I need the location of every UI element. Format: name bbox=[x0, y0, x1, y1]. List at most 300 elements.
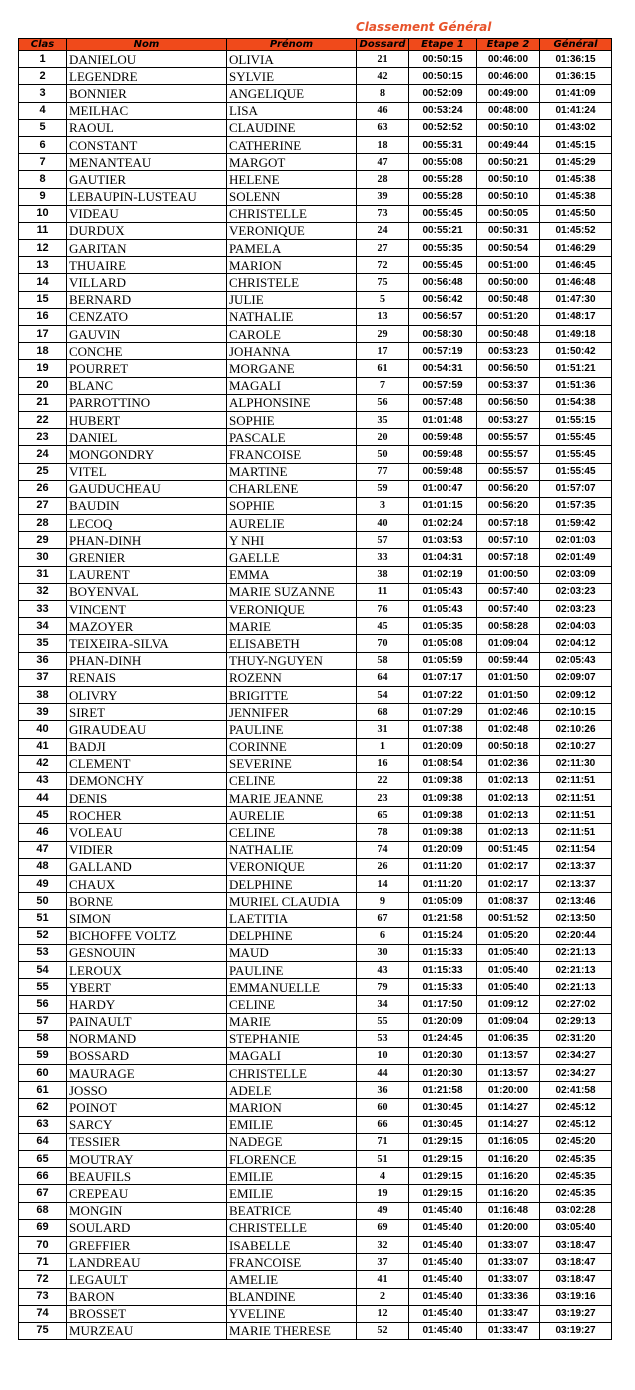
overall-time-cell: 01:50:42 bbox=[540, 343, 612, 360]
stage-1-time-cell: 01:21:58 bbox=[409, 910, 477, 927]
column-header-etape-2: Etape 2 bbox=[477, 39, 540, 51]
rank-cell: 41 bbox=[19, 738, 67, 755]
first-name-cell: SOPHIE bbox=[227, 497, 357, 514]
overall-time-cell: 02:21:13 bbox=[540, 944, 612, 961]
first-name-cell: MARION bbox=[227, 1099, 357, 1116]
bib-cell: 71 bbox=[357, 1133, 409, 1150]
overall-time-cell: 01:45:15 bbox=[540, 136, 612, 153]
bib-cell: 77 bbox=[357, 463, 409, 480]
table-row bbox=[19, 463, 612, 480]
bib-cell: 51 bbox=[357, 1151, 409, 1168]
first-name-cell: VERONIQUE bbox=[227, 858, 357, 875]
stage-1-time-cell: 01:45:40 bbox=[409, 1236, 477, 1253]
rank-cell: 40 bbox=[19, 721, 67, 738]
table-body bbox=[19, 51, 612, 1340]
stage-1-time-cell: 01:05:59 bbox=[409, 652, 477, 669]
first-name-cell: LAETITIA bbox=[227, 910, 357, 927]
table-row bbox=[19, 635, 612, 652]
stage-1-time-cell: 01:00:47 bbox=[409, 480, 477, 497]
overall-time-cell: 02:10:15 bbox=[540, 704, 612, 721]
table-row bbox=[19, 1202, 612, 1219]
stage-1-time-cell: 01:05:43 bbox=[409, 583, 477, 600]
last-name-cell: POINOT bbox=[67, 1099, 227, 1116]
stage-2-time-cell: 00:50:21 bbox=[477, 154, 540, 171]
first-name-cell: BLANDINE bbox=[227, 1288, 357, 1305]
rank-cell: 20 bbox=[19, 377, 67, 394]
stage-2-time-cell: 01:02:17 bbox=[477, 858, 540, 875]
stage-1-time-cell: 01:45:40 bbox=[409, 1271, 477, 1288]
rank-cell: 73 bbox=[19, 1288, 67, 1305]
overall-time-cell: 02:31:20 bbox=[540, 1030, 612, 1047]
first-name-cell: VERONIQUE bbox=[227, 222, 357, 239]
first-name-cell: NADEGE bbox=[227, 1133, 357, 1150]
stage-2-time-cell: 01:14:27 bbox=[477, 1116, 540, 1133]
bib-cell: 41 bbox=[357, 1271, 409, 1288]
rank-cell: 14 bbox=[19, 274, 67, 291]
table-row bbox=[19, 1305, 612, 1322]
stage-1-time-cell: 01:20:09 bbox=[409, 1013, 477, 1030]
bib-cell: 1 bbox=[357, 738, 409, 755]
last-name-cell: BONNIER bbox=[67, 85, 227, 102]
table-row bbox=[19, 1151, 612, 1168]
stage-2-time-cell: 01:33:07 bbox=[477, 1254, 540, 1271]
rank-cell: 55 bbox=[19, 979, 67, 996]
first-name-cell: SYLVIE bbox=[227, 68, 357, 85]
overall-time-cell: 01:45:38 bbox=[540, 171, 612, 188]
last-name-cell: BARON bbox=[67, 1288, 227, 1305]
stage-1-time-cell: 01:03:53 bbox=[409, 532, 477, 549]
last-name-cell: BROSSET bbox=[67, 1305, 227, 1322]
stage-1-time-cell: 00:58:30 bbox=[409, 326, 477, 343]
overall-time-cell: 01:55:45 bbox=[540, 446, 612, 463]
stage-1-time-cell: 01:02:24 bbox=[409, 515, 477, 532]
first-name-cell: CELINE bbox=[227, 772, 357, 789]
stage-2-time-cell: 00:50:00 bbox=[477, 274, 540, 291]
rank-cell: 36 bbox=[19, 652, 67, 669]
stage-1-time-cell: 00:57:19 bbox=[409, 343, 477, 360]
last-name-cell: MEILHAC bbox=[67, 102, 227, 119]
overall-time-cell: 02:04:12 bbox=[540, 635, 612, 652]
rank-cell: 12 bbox=[19, 240, 67, 257]
overall-time-cell: 02:10:26 bbox=[540, 721, 612, 738]
stage-2-time-cell: 00:53:37 bbox=[477, 377, 540, 394]
last-name-cell: PHAN-DINH bbox=[67, 532, 227, 549]
first-name-cell: AURELIE bbox=[227, 807, 357, 824]
table-row bbox=[19, 755, 612, 772]
stage-2-time-cell: 00:56:50 bbox=[477, 360, 540, 377]
bib-cell: 74 bbox=[357, 841, 409, 858]
table-row bbox=[19, 1185, 612, 1202]
table-row bbox=[19, 446, 612, 463]
bib-cell: 60 bbox=[357, 1099, 409, 1116]
last-name-cell: PARROTTINO bbox=[67, 394, 227, 411]
first-name-cell: MAGALI bbox=[227, 1047, 357, 1064]
overall-time-cell: 01:57:07 bbox=[540, 480, 612, 497]
last-name-cell: RAOUL bbox=[67, 119, 227, 136]
last-name-cell: LEBAUPIN-LUSTEAU bbox=[67, 188, 227, 205]
rank-cell: 74 bbox=[19, 1305, 67, 1322]
stage-1-time-cell: 00:52:52 bbox=[409, 119, 477, 136]
rank-cell: 32 bbox=[19, 583, 67, 600]
stage-2-time-cell: 00:55:57 bbox=[477, 463, 540, 480]
last-name-cell: GAUTIER bbox=[67, 171, 227, 188]
stage-2-time-cell: 01:02:17 bbox=[477, 876, 540, 893]
overall-time-cell: 02:20:44 bbox=[540, 927, 612, 944]
first-name-cell: CELINE bbox=[227, 996, 357, 1013]
table-row bbox=[19, 807, 612, 824]
stage-2-time-cell: 01:16:05 bbox=[477, 1133, 540, 1150]
rank-cell: 30 bbox=[19, 549, 67, 566]
rank-cell: 69 bbox=[19, 1219, 67, 1236]
stage-2-time-cell: 01:01:50 bbox=[477, 669, 540, 686]
rank-cell: 5 bbox=[19, 119, 67, 136]
stage-1-time-cell: 01:30:45 bbox=[409, 1116, 477, 1133]
bib-cell: 44 bbox=[357, 1065, 409, 1082]
rank-cell: 16 bbox=[19, 308, 67, 325]
stage-1-time-cell: 00:50:15 bbox=[409, 51, 477, 68]
rank-cell: 70 bbox=[19, 1236, 67, 1253]
first-name-cell: Y NHI bbox=[227, 532, 357, 549]
rank-cell: 19 bbox=[19, 360, 67, 377]
last-name-cell: MAZOYER bbox=[67, 618, 227, 635]
table-row bbox=[19, 515, 612, 532]
first-name-cell: PASCALE bbox=[227, 429, 357, 446]
first-name-cell: THUY-NGUYEN bbox=[227, 652, 357, 669]
stage-1-time-cell: 01:20:30 bbox=[409, 1047, 477, 1064]
first-name-cell: EMILIE bbox=[227, 1185, 357, 1202]
last-name-cell: ROCHER bbox=[67, 807, 227, 824]
last-name-cell: SIRET bbox=[67, 704, 227, 721]
bib-cell: 36 bbox=[357, 1082, 409, 1099]
first-name-cell: OLIVIA bbox=[227, 51, 357, 68]
stage-1-time-cell: 01:09:38 bbox=[409, 772, 477, 789]
bib-cell: 73 bbox=[357, 205, 409, 222]
table-row bbox=[19, 601, 612, 618]
table-row bbox=[19, 686, 612, 703]
stage-2-time-cell: 01:02:36 bbox=[477, 755, 540, 772]
stage-1-time-cell: 00:57:59 bbox=[409, 377, 477, 394]
bib-cell: 4 bbox=[357, 1168, 409, 1185]
table-row bbox=[19, 1322, 612, 1339]
first-name-cell: MARIE SUZANNE bbox=[227, 583, 357, 600]
stage-2-time-cell: 00:57:40 bbox=[477, 583, 540, 600]
last-name-cell: DEMONCHY bbox=[67, 772, 227, 789]
first-name-cell: MARIE JEANNE bbox=[227, 790, 357, 807]
bib-cell: 43 bbox=[357, 961, 409, 978]
last-name-cell: MOUTRAY bbox=[67, 1151, 227, 1168]
first-name-cell: PAULINE bbox=[227, 721, 357, 738]
first-name-cell: MARIE bbox=[227, 618, 357, 635]
last-name-cell: VITEL bbox=[67, 463, 227, 480]
stage-1-time-cell: 00:55:08 bbox=[409, 154, 477, 171]
rank-cell: 48 bbox=[19, 858, 67, 875]
stage-1-time-cell: 01:15:24 bbox=[409, 927, 477, 944]
first-name-cell: HELENE bbox=[227, 171, 357, 188]
last-name-cell: THUAIRE bbox=[67, 257, 227, 274]
rank-cell: 26 bbox=[19, 480, 67, 497]
column-header-general: Général bbox=[540, 39, 612, 51]
bib-cell: 42 bbox=[357, 68, 409, 85]
rank-cell: 35 bbox=[19, 635, 67, 652]
stage-1-time-cell: 01:07:22 bbox=[409, 686, 477, 703]
first-name-cell: CELINE bbox=[227, 824, 357, 841]
first-name-cell: EMMANUELLE bbox=[227, 979, 357, 996]
overall-time-cell: 01:55:15 bbox=[540, 411, 612, 428]
stage-2-time-cell: 00:50:31 bbox=[477, 222, 540, 239]
first-name-cell: BEATRICE bbox=[227, 1202, 357, 1219]
stage-2-time-cell: 01:16:48 bbox=[477, 1202, 540, 1219]
overall-time-cell: 01:47:30 bbox=[540, 291, 612, 308]
rank-cell: 44 bbox=[19, 790, 67, 807]
last-name-cell: LEGAULT bbox=[67, 1271, 227, 1288]
bib-cell: 65 bbox=[357, 807, 409, 824]
overall-time-cell: 01:36:15 bbox=[540, 68, 612, 85]
table-row bbox=[19, 772, 612, 789]
stage-1-time-cell: 00:55:35 bbox=[409, 240, 477, 257]
stage-1-time-cell: 01:20:09 bbox=[409, 738, 477, 755]
first-name-cell: MARIE THERESE bbox=[227, 1322, 357, 1339]
rank-cell: 65 bbox=[19, 1151, 67, 1168]
bib-cell: 33 bbox=[357, 549, 409, 566]
rank-cell: 27 bbox=[19, 497, 67, 514]
stage-2-time-cell: 00:56:20 bbox=[477, 480, 540, 497]
stage-1-time-cell: 01:09:38 bbox=[409, 790, 477, 807]
table-row bbox=[19, 343, 612, 360]
first-name-cell: NATHALIE bbox=[227, 308, 357, 325]
bib-cell: 68 bbox=[357, 704, 409, 721]
overall-time-cell: 03:18:47 bbox=[540, 1236, 612, 1253]
stage-1-time-cell: 01:05:43 bbox=[409, 601, 477, 618]
stage-2-time-cell: 00:48:00 bbox=[477, 102, 540, 119]
stage-1-time-cell: 01:01:48 bbox=[409, 411, 477, 428]
last-name-cell: GRENIER bbox=[67, 549, 227, 566]
rank-cell: 57 bbox=[19, 1013, 67, 1030]
last-name-cell: MURZEAU bbox=[67, 1322, 227, 1339]
rank-cell: 42 bbox=[19, 755, 67, 772]
stage-1-time-cell: 01:02:19 bbox=[409, 566, 477, 583]
stage-1-time-cell: 01:01:15 bbox=[409, 497, 477, 514]
last-name-cell: VINCENT bbox=[67, 601, 227, 618]
bib-cell: 12 bbox=[357, 1305, 409, 1322]
last-name-cell: GALLAND bbox=[67, 858, 227, 875]
table-row bbox=[19, 480, 612, 497]
overall-time-cell: 02:05:43 bbox=[540, 652, 612, 669]
overall-time-cell: 02:11:51 bbox=[540, 824, 612, 841]
overall-time-cell: 02:13:37 bbox=[540, 858, 612, 875]
last-name-cell: LEGENDRE bbox=[67, 68, 227, 85]
first-name-cell: DELPHINE bbox=[227, 876, 357, 893]
table-row bbox=[19, 1013, 612, 1030]
stage-2-time-cell: 01:33:36 bbox=[477, 1288, 540, 1305]
bib-cell: 63 bbox=[357, 119, 409, 136]
stage-1-time-cell: 00:50:15 bbox=[409, 68, 477, 85]
first-name-cell: ALPHONSINE bbox=[227, 394, 357, 411]
last-name-cell: POURRET bbox=[67, 360, 227, 377]
table-row bbox=[19, 669, 612, 686]
first-name-cell: FRANCOISE bbox=[227, 1254, 357, 1271]
last-name-cell: JOSSO bbox=[67, 1082, 227, 1099]
table-row bbox=[19, 119, 612, 136]
bib-cell: 75 bbox=[357, 274, 409, 291]
column-header-nom: Nom bbox=[67, 39, 227, 51]
first-name-cell: STEPHANIE bbox=[227, 1030, 357, 1047]
stage-2-time-cell: 00:49:44 bbox=[477, 136, 540, 153]
stage-2-time-cell: 00:57:40 bbox=[477, 601, 540, 618]
table-row bbox=[19, 1065, 612, 1082]
stage-1-time-cell: 00:53:24 bbox=[409, 102, 477, 119]
rank-cell: 29 bbox=[19, 532, 67, 549]
rank-cell: 54 bbox=[19, 961, 67, 978]
rank-cell: 49 bbox=[19, 876, 67, 893]
stage-1-time-cell: 01:29:15 bbox=[409, 1185, 477, 1202]
first-name-cell: YVELINE bbox=[227, 1305, 357, 1322]
table-row bbox=[19, 274, 612, 291]
rank-cell: 59 bbox=[19, 1047, 67, 1064]
stage-2-time-cell: 00:58:28 bbox=[477, 618, 540, 635]
stage-1-time-cell: 01:45:40 bbox=[409, 1322, 477, 1339]
column-header-etape-1: Etape 1 bbox=[409, 39, 477, 51]
rank-cell: 60 bbox=[19, 1065, 67, 1082]
last-name-cell: BOSSARD bbox=[67, 1047, 227, 1064]
stage-1-time-cell: 01:29:15 bbox=[409, 1151, 477, 1168]
first-name-cell: SOPHIE bbox=[227, 411, 357, 428]
overall-time-cell: 01:46:48 bbox=[540, 274, 612, 291]
first-name-cell: GAELLE bbox=[227, 549, 357, 566]
first-name-cell: ANGELIQUE bbox=[227, 85, 357, 102]
stage-2-time-cell: 01:02:13 bbox=[477, 824, 540, 841]
overall-time-cell: 03:05:40 bbox=[540, 1219, 612, 1236]
last-name-cell: DURDUX bbox=[67, 222, 227, 239]
table-row bbox=[19, 497, 612, 514]
last-name-cell: MONGIN bbox=[67, 1202, 227, 1219]
table-row bbox=[19, 618, 612, 635]
table-row bbox=[19, 188, 612, 205]
last-name-cell: GAUVIN bbox=[67, 326, 227, 343]
stage-2-time-cell: 01:13:57 bbox=[477, 1047, 540, 1064]
stage-2-time-cell: 01:05:40 bbox=[477, 961, 540, 978]
first-name-cell: CHRISTELLE bbox=[227, 205, 357, 222]
first-name-cell: FRANCOISE bbox=[227, 446, 357, 463]
overall-time-cell: 01:45:52 bbox=[540, 222, 612, 239]
stage-2-time-cell: 00:50:10 bbox=[477, 171, 540, 188]
stage-2-time-cell: 01:05:40 bbox=[477, 979, 540, 996]
rank-cell: 3 bbox=[19, 85, 67, 102]
bib-cell: 52 bbox=[357, 1322, 409, 1339]
rank-cell: 64 bbox=[19, 1133, 67, 1150]
last-name-cell: CREPEAU bbox=[67, 1185, 227, 1202]
rank-cell: 39 bbox=[19, 704, 67, 721]
table-row bbox=[19, 652, 612, 669]
overall-time-cell: 01:55:45 bbox=[540, 429, 612, 446]
stage-1-time-cell: 01:17:50 bbox=[409, 996, 477, 1013]
overall-time-cell: 02:29:13 bbox=[540, 1013, 612, 1030]
stage-2-time-cell: 00:50:10 bbox=[477, 119, 540, 136]
table-row bbox=[19, 532, 612, 549]
stage-2-time-cell: 00:57:10 bbox=[477, 532, 540, 549]
overall-time-cell: 01:43:02 bbox=[540, 119, 612, 136]
rank-cell: 43 bbox=[19, 772, 67, 789]
first-name-cell: MARGOT bbox=[227, 154, 357, 171]
table-header bbox=[19, 39, 612, 51]
first-name-cell: ELISABETH bbox=[227, 635, 357, 652]
last-name-cell: LANDREAU bbox=[67, 1254, 227, 1271]
last-name-cell: VILLARD bbox=[67, 274, 227, 291]
stage-1-time-cell: 01:29:15 bbox=[409, 1133, 477, 1150]
table-row bbox=[19, 154, 612, 171]
bib-cell: 53 bbox=[357, 1030, 409, 1047]
bib-cell: 58 bbox=[357, 652, 409, 669]
stage-2-time-cell: 01:02:13 bbox=[477, 807, 540, 824]
table-row bbox=[19, 1133, 612, 1150]
bib-cell: 49 bbox=[357, 1202, 409, 1219]
last-name-cell: BADJI bbox=[67, 738, 227, 755]
last-name-cell: MAURAGE bbox=[67, 1065, 227, 1082]
stage-1-time-cell: 01:24:45 bbox=[409, 1030, 477, 1047]
bib-cell: 57 bbox=[357, 532, 409, 549]
table-row bbox=[19, 549, 612, 566]
stage-2-time-cell: 01:16:20 bbox=[477, 1185, 540, 1202]
overall-time-cell: 03:02:28 bbox=[540, 1202, 612, 1219]
rank-cell: 17 bbox=[19, 326, 67, 343]
bib-cell: 45 bbox=[357, 618, 409, 635]
stage-2-time-cell: 01:14:27 bbox=[477, 1099, 540, 1116]
first-name-cell: JENNIFER bbox=[227, 704, 357, 721]
overall-time-cell: 01:45:50 bbox=[540, 205, 612, 222]
stage-2-time-cell: 00:55:57 bbox=[477, 446, 540, 463]
stage-1-time-cell: 01:45:40 bbox=[409, 1288, 477, 1305]
bib-cell: 3 bbox=[357, 497, 409, 514]
bib-cell: 47 bbox=[357, 154, 409, 171]
stage-1-time-cell: 01:11:20 bbox=[409, 876, 477, 893]
bib-cell: 64 bbox=[357, 669, 409, 686]
overall-time-cell: 01:55:45 bbox=[540, 463, 612, 480]
bib-cell: 39 bbox=[357, 188, 409, 205]
table-row bbox=[19, 1099, 612, 1116]
bib-cell: 59 bbox=[357, 480, 409, 497]
table-row bbox=[19, 583, 612, 600]
table-row bbox=[19, 257, 612, 274]
last-name-cell: LECOQ bbox=[67, 515, 227, 532]
overall-time-cell: 01:46:29 bbox=[540, 240, 612, 257]
stage-2-time-cell: 00:46:00 bbox=[477, 51, 540, 68]
stage-2-time-cell: 01:02:13 bbox=[477, 790, 540, 807]
stage-1-time-cell: 01:30:45 bbox=[409, 1099, 477, 1116]
stage-2-time-cell: 01:33:07 bbox=[477, 1271, 540, 1288]
rank-cell: 1 bbox=[19, 51, 67, 68]
rank-cell: 25 bbox=[19, 463, 67, 480]
stage-1-time-cell: 01:05:09 bbox=[409, 893, 477, 910]
table-row bbox=[19, 85, 612, 102]
rank-cell: 31 bbox=[19, 566, 67, 583]
rank-cell: 9 bbox=[19, 188, 67, 205]
bib-cell: 35 bbox=[357, 411, 409, 428]
first-name-cell: CATHERINE bbox=[227, 136, 357, 153]
table-row bbox=[19, 377, 612, 394]
last-name-cell: BERNARD bbox=[67, 291, 227, 308]
stage-2-time-cell: 00:56:20 bbox=[477, 497, 540, 514]
first-name-cell: ADELE bbox=[227, 1082, 357, 1099]
overall-time-cell: 02:45:12 bbox=[540, 1099, 612, 1116]
column-header-dossard: Dossard bbox=[357, 39, 409, 51]
last-name-cell: TEIXEIRA-SILVA bbox=[67, 635, 227, 652]
last-name-cell: RENAIS bbox=[67, 669, 227, 686]
stage-2-time-cell: 00:51:20 bbox=[477, 308, 540, 325]
table-row bbox=[19, 1047, 612, 1064]
bib-cell: 10 bbox=[357, 1047, 409, 1064]
rank-cell: 71 bbox=[19, 1254, 67, 1271]
stage-1-time-cell: 00:56:57 bbox=[409, 308, 477, 325]
bib-cell: 6 bbox=[357, 927, 409, 944]
